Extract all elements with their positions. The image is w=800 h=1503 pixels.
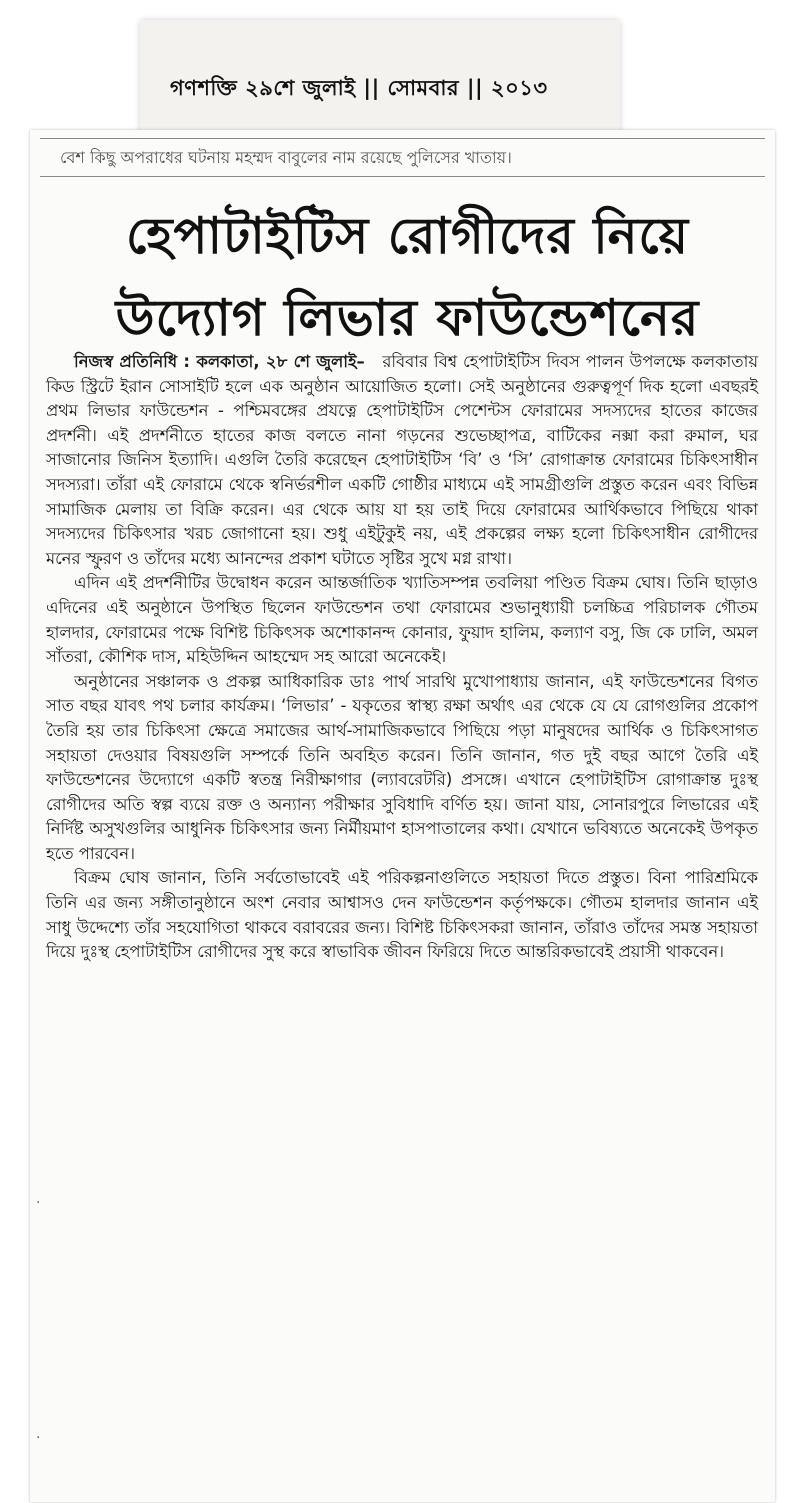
article-paragraph: অনুষ্ঠানের সঞ্চালক ও প্রকল্প আধিকারিক ডাঃ পার্থ সারথি মুখোপাধ্যায় জানান, এই ফাউন্ডেশনের বিগত সাত বছর যাবৎ পথ চলার কার্যক্রম। ‘লিভার’ - যকৃতের স্বাস্থ্য রক্ষা অর্থাৎ এর থেকে যে যে রোগগুলির প্রকোপ তৈরি হয় তার চিকিৎসা ক্ষেত্রে সমাজের আর্থ-সামাজিকভাবে পিছিয়ে পড়া মানুষদের আর্থিক ও চিকিৎসাগত সহায়তা দেওয়ার বিষয়গুলি সম্পর্কে তিনি অবহিত করেন। তিনি জানান, গত দুই বছর আগে তৈরি এই ফাউন্ডেশনের উদ্যোগে একটি স্বতন্ত্র নিরীক্ষাগার (ল্যাবরেটরি) প্রসঙ্গে। এখানে হেপাটাইটিস রোগাক্রান্ত দুঃস্থ রোগীদের অতি স্বল্প ব্যয়ে রক্ত ও অন্যান্য পরীক্ষার সুবিধাদি বর্ণিত হয়। জানা যায়, সোনারপুরে লিভারের এই নির্দিষ্ট অসুখগুলির আধুনিক চিকিৎসার জন্য নির্মীয়মাণ হাসপাতালের কথা। যেখানে ভবিষ্যতে অনেকেই উপকৃত হতে পারবেন।: [46, 671, 758, 863]
article-paragraph: বিক্রম ঘোষ জানান, তিনি সর্বতোভাবেই এই পরিকল্পনাগুলিতে সহায়তা দিতে প্রস্তুত। বিনা পারিশ্রমিকে তিনি এর জন্য সঙ্গীতানুষ্ঠানে অংশ নেবার আশ্বাসও দেন ফাউন্ডেশন কর্তৃপক্ষকে। গৌতম হালদার জানান এই সাধু উদ্দেশ্যে তাঁর সহযোগিতা থাকবে বরাবরের জন্য। বিশিষ্ট চিকিৎসকরা জানান, তাঁরাও তাঁদের সমস্ত সহায়তা দিয়ে দুঃস্থ হেপাটাইটিস রোগীদের সুস্থ করে স্বাভাবিক জীবন ফিরিয়ে দিতে আন্তরিকভাবেই প্রয়াসী থাকবেন।: [46, 868, 758, 962]
article-headline: হেপাটাইটিস রোগীদের নিয়ে উদ্যোগ লিভার ফাউন্ডেশনের: [115, 207, 700, 347]
margin-mark: ·: [36, 1430, 41, 1446]
previous-article-fragment: বেশ কিছু অপরাধের ঘটনায় মহম্মদ বাবুলের নাম রয়েছে পুলিসের খাতায়।: [60, 148, 512, 167]
margin-mark: ·: [36, 1195, 41, 1211]
masthead-clipping: [140, 20, 620, 138]
top-rule: [40, 138, 765, 139]
article-paragraph: [46, 350, 758, 571]
article-clipping: [30, 130, 775, 1502]
masthead-text: গণশক্তি ২৯শে জুলাই || সোমবার || ২০১৩: [170, 76, 548, 100]
headline-rule: [40, 176, 765, 177]
byline: নিজস্ব প্রতিনিধি : কলকাতা, ২৮ শে জুলাই–: [74, 352, 365, 371]
article-paragraph: এদিন এই প্রদর্শনীটির উদ্বোধন করেন আন্তর্জাতিক খ্যাতিসম্পন্ন তবলিয়া পণ্ডিত বিক্রম ঘোষ। তিনি ছাড়াও এদিনের এই অনুষ্ঠানে উপস্থিত ছিলেন ফাউন্ডেশন তথা ফোরামের শুভানুধ্যায়ী চলচ্চিত্র পরিচালক গৌতম হালদার, ফোরামের পক্ষে বিশিষ্ট চিকিৎসক অশোকানন্দ কোনার, ফুয়াদ হালিম, কল্যাণ বসু, জি কে ঢালি, অমল সাঁতরা, কৌশিক দাস, মহিউদ্দিন আহম্মেদ সহ আরো অনেকেই।: [46, 573, 758, 667]
article-body: [46, 350, 758, 965]
paragraph-text: রবিবার বিশ্ব হেপাটাইটিস দিবস পালন উপলক্ষে কলকাতায় কিড স্ট্রিটে ইরান সোসাইটি হলে এক অনুষ্ঠান আয়োজিত হলো। সেই অনুষ্ঠানের গুরুত্বপূর্ণ দিক হলো এবছরই প্রথম লিভার ফাউন্ডেশন - পশ্চিমবঙ্গের প্রযত্নে হেপাটাইটিস পেশেন্টস ফোরামের সদস্যদের হাতের কাজের প্রদর্শনী। এই প্রদর্শনীতে হাতের কাজ বলতে নানা গড়নের শুভেচ্ছাপত্র, বাটিকের নক্সা করা রুমাল, ঘর সাজানোর জিনিস ইত্যাদি। এগুলি তৈরি করেছেন হেপাটাইটিস ‘বি’ ও ‘সি’ রোগাক্রান্ত ফোরামের চিকিৎসাধীন সদস্যরা। তাঁরা এই ফোরামে থেকে স্বনির্ভরশীল একটি গোষ্ঠীর মাধ্যমে এই সামগ্রীগুলি প্রস্তুত করেন এবং বিভিন্ন সামাজিক মেলায় তা বিক্রি করেন। এর থেকে আয় যা হয় তাই দিয়ে ফোরামের আর্থিকভাবে পিছিয়ে থাকা সদস্যদের চিকিৎসার খরচ জোগানো হয়। শুধু এইটুকুই নয়, এই প্রকল্পের লক্ষ্য হলো চিকিৎসাধীন রোগীদের মনের স্ফুরণ ও তাঁদের মধ্যে আনন্দের প্রকাশ ঘটাতে সৃষ্টির সুখে মগ্ন রাখা।: [46, 352, 758, 568]
